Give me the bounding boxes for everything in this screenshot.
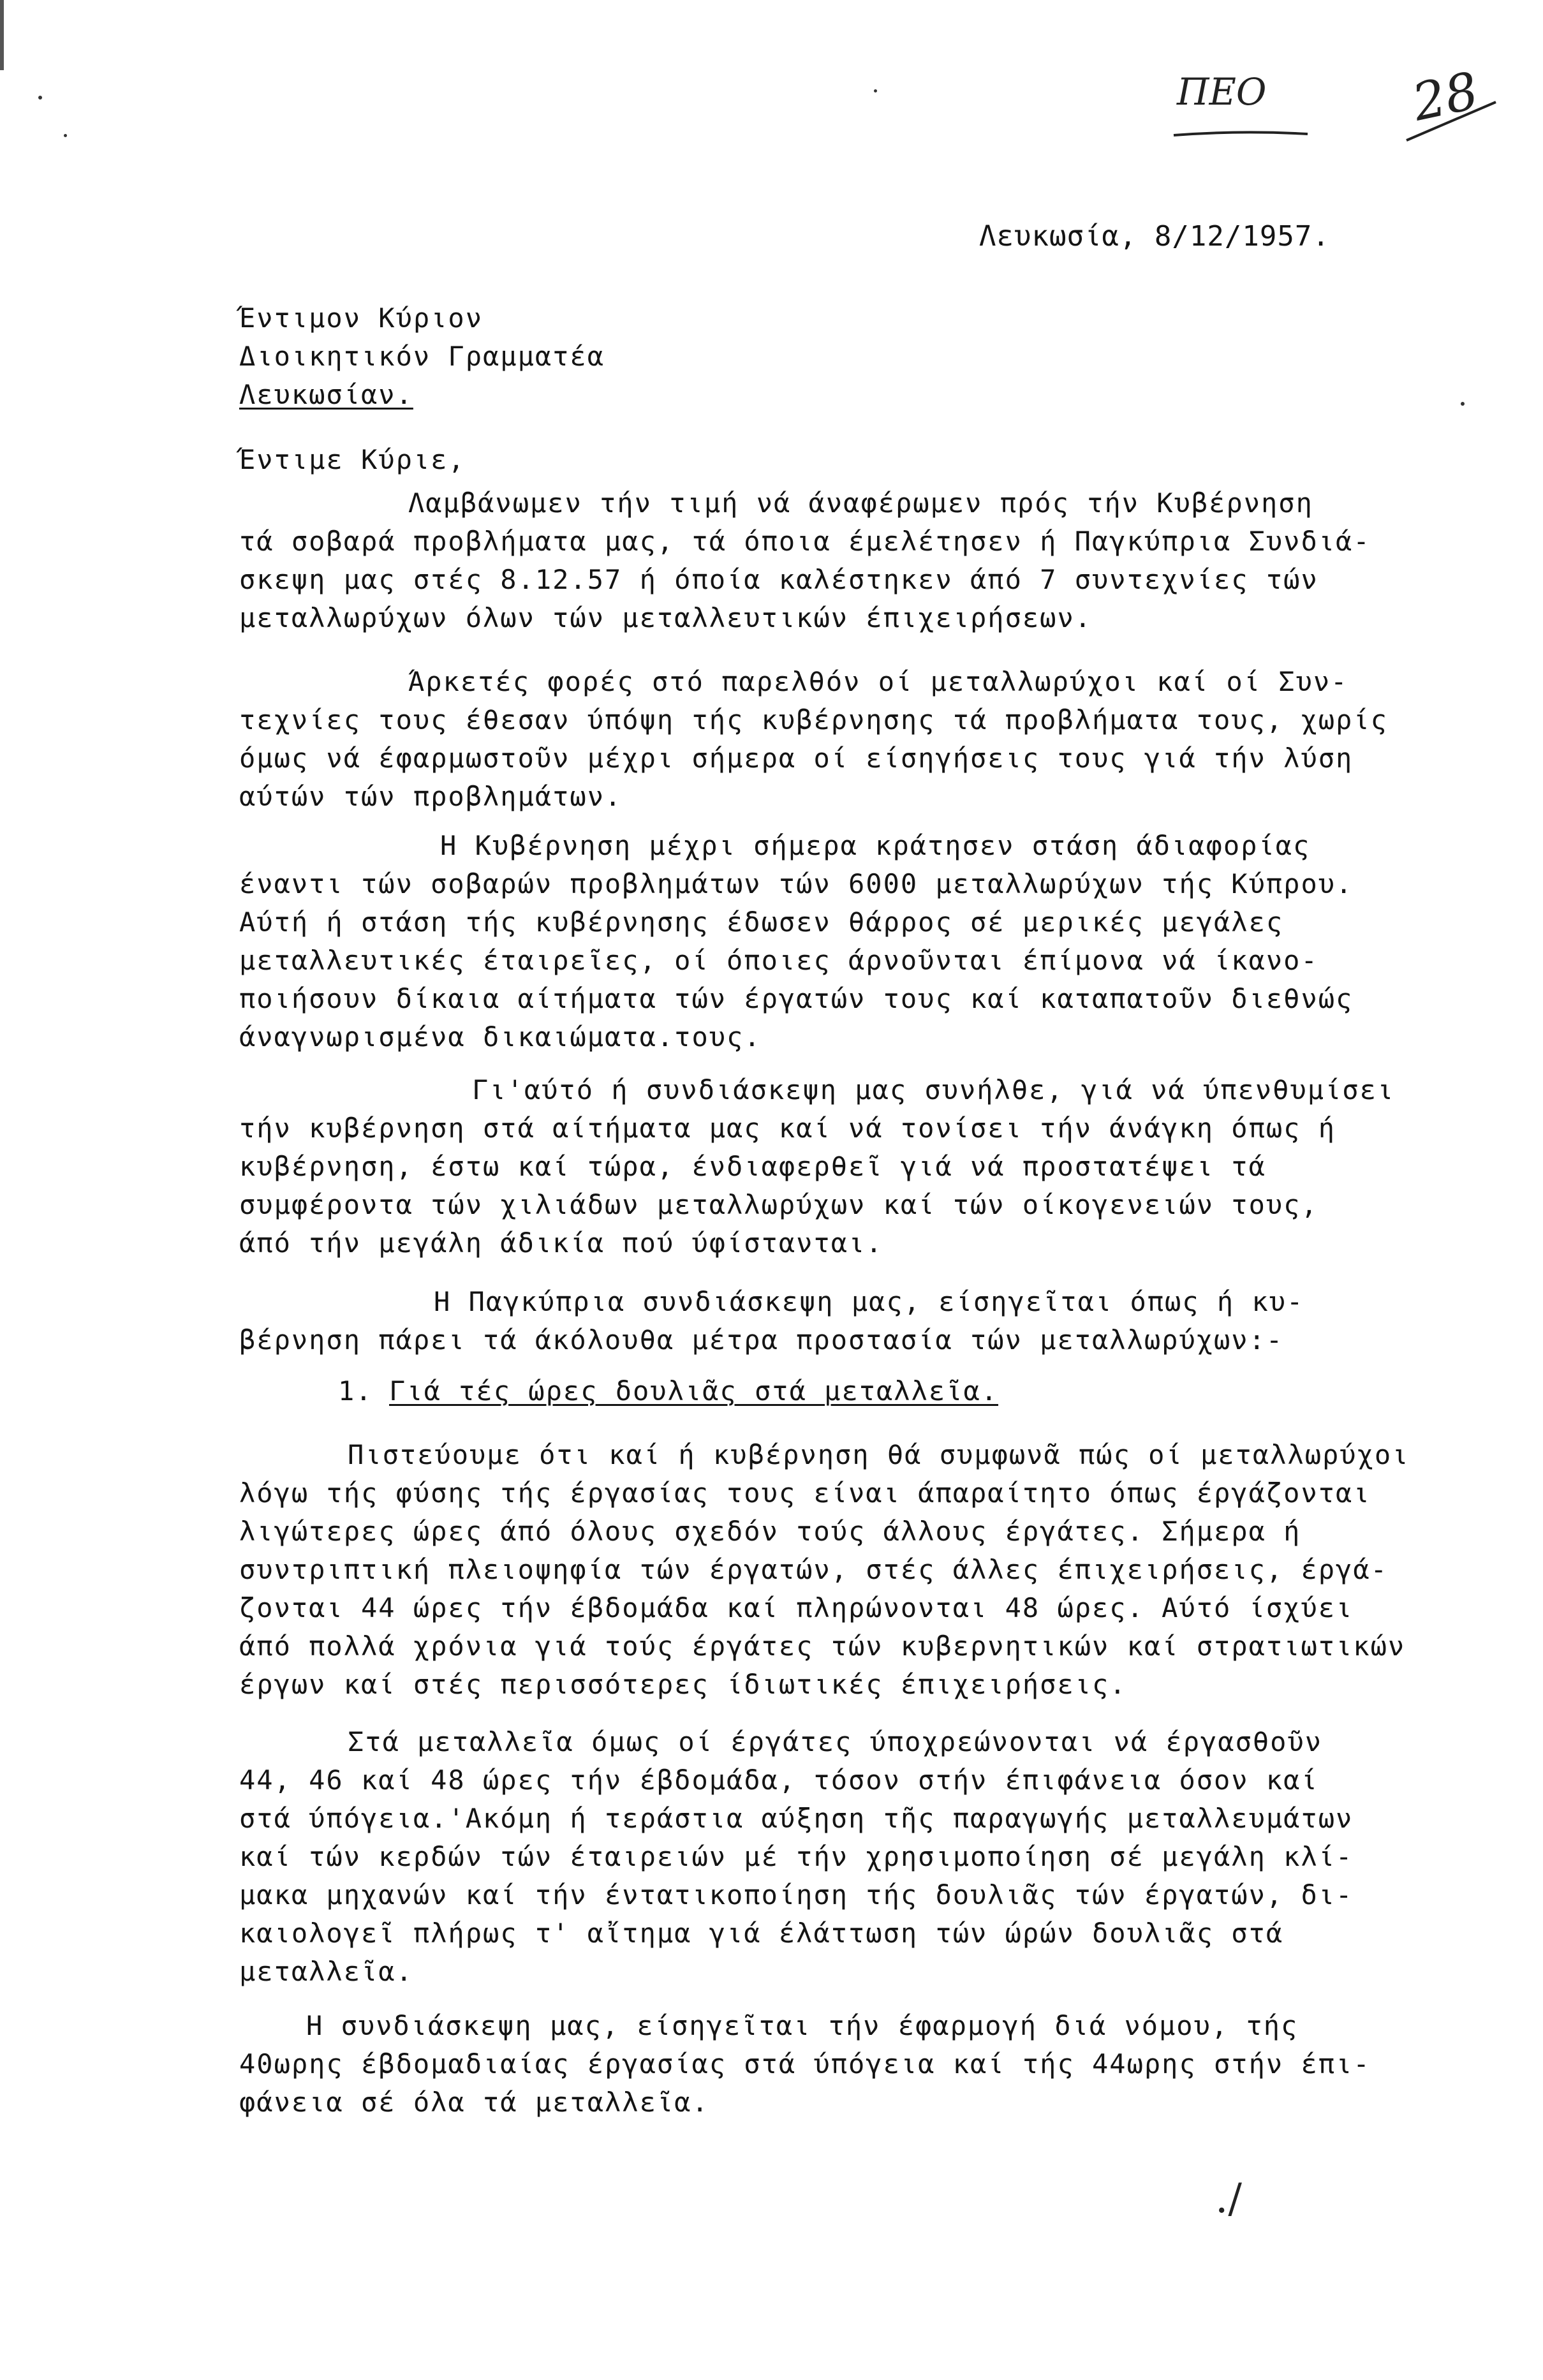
recipient-city: Λευκωσίαν. — [239, 379, 413, 410]
text-line: βέρνηση πάρει τά άκόλουθα μέτρα προστασία τών μεταλλωρύχων:- — [239, 1324, 1284, 1356]
text-line: φάνεια σέ όλα τά μεταλλεῖα. — [239, 2087, 709, 2118]
text-line: ποιήσουν δίκαια αίτήματα τών έργατών τους καί καταπατοῦν διεθνώς — [239, 983, 1354, 1014]
file-mark-underline — [1170, 128, 1311, 140]
text-line: σκεψη μας στές 8.12.57 ή όποία καλέστηκεν άπό 7 συντεχνίες τών — [239, 564, 1318, 595]
file-mark-handwritten: ΠΕΟ — [1177, 70, 1267, 114]
text-line: Πιστεύουμε ότι καί ή κυβέρνηση θά συμφωνᾶ πώς οί μεταλλωρύχοι — [348, 1439, 1410, 1470]
text-line: έναντι τών σοβαρών προβλημάτων τών 6000 μεταλλωρύχων τής Κύπρου. — [239, 868, 1354, 899]
text-line: 40ωρης έβδομαδιαίας έργασίας στά ύπόγεια καί τής 44ωρης στήν έπι- — [239, 2048, 1371, 2080]
text-line: έργων καί στές περισσότερες ίδιωτικές έπιχειρήσεις. — [239, 1669, 1127, 1700]
text-line: άπό πολλά χρόνια γιά τούς έργάτες τών κυβερνητικών καί στρατιωτικών — [239, 1630, 1406, 1662]
section-title: Γιά τές ώρες δουλιᾶς στά μεταλλεῖα. — [389, 1375, 999, 1407]
page-number-handwritten: 28 — [1407, 61, 1484, 133]
text-line: Η Κυβέρνηση μέχρι σήμερα κράτησεν στάση άδιαφορίας — [440, 830, 1311, 861]
scan-speck — [64, 134, 67, 137]
scan-speck — [1461, 402, 1465, 406]
text-line: Αύτή ή στάση τής κυβέρνησης έδωσεν θάρρος σέ μερικές μεγάλες — [239, 906, 1284, 938]
text-line: μακα μηχανών καί τήν έντατικοποίηση τής δουλιᾶς τών έργατών, δι- — [239, 1879, 1354, 1911]
text-line: κυβέρνηση, έστω καί τώρα, ένδιαφερθεῖ γιά νά προστατέψει τά — [239, 1151, 1266, 1182]
page-number-strike — [1400, 96, 1502, 147]
place-date: Λευκωσία, 8/12/1957. — [979, 220, 1330, 253]
text-line: συντριπτική πλειοψηφία τών έργατών, στές άλλες έπιχειρήσεις, έργά- — [239, 1554, 1388, 1585]
text-line: Στά μεταλλεῖα όμως οί έργάτες ύποχρεώνονται νά έργασθοῦν — [348, 1726, 1323, 1757]
text-line: μεταλλεῖα. — [239, 1956, 413, 1987]
text-line: Η Παγκύπρια συνδιάσκεψη μας, είσηγεῖται όπως ή κυ- — [434, 1286, 1304, 1317]
text-line: 44, 46 καί 48 ώρες τήν έβδομάδα, τόσον στήν έπιφάνεια όσον καί — [239, 1764, 1318, 1796]
salutation: Έντιμε Κύριε, — [239, 444, 466, 475]
section-number: 1. — [338, 1375, 373, 1407]
recipient-line: Διοικητικόν Γραμματέα — [239, 341, 605, 372]
text-line: Λαμβάνωμεν τήν τιμή νά άναφέρωμεν πρός τήν Κυβέρνηση — [408, 487, 1313, 519]
text-line: στά ύπόγεια.'Ακόμη ή τεράστια αύξηση τῆς παραγωγής μεταλλευμάτων — [239, 1803, 1354, 1834]
text-line: άναγνωρισμένα δικαιώματα.τους. — [239, 1021, 762, 1053]
text-line: συμφέροντα τών χιλιάδων μεταλλωρύχων καί τών οίκογενειών τους, — [239, 1189, 1318, 1220]
text-line: μεταλλευτικές έταιρεῖες, οί όποιες άρνοῦνται έπίμονα νά ίκανο- — [239, 945, 1318, 976]
text-line: λιγώτερες ώρες άπό όλους σχεδόν τούς άλλους έργάτες. Σήμερα ή — [239, 1516, 1301, 1547]
text-line: Η συνδιάσκεψη μας, είσηγεῖται τήν έφαρμογή διά νόμου, τής — [306, 2010, 1299, 2041]
text-line: τήν κυβέρνηση στά αίτήματα μας καί νά τονίσει τήν άνάγκη όπως ή — [239, 1112, 1336, 1144]
page-edge-mark — [0, 0, 4, 70]
text-line: ζονται 44 ώρες τήν έβδομάδα καί πληρώνονται 48 ώρες. Αύτό ίσχύει — [239, 1592, 1354, 1623]
text-line: τεχνίες τους έθεσαν ύπόψη τής κυβέρνησης τά προβλήματα τους, χωρίς — [239, 704, 1388, 735]
text-line: αύτών τών προβλημάτων. — [239, 781, 623, 812]
text-line: τά σοβαρά προβλήματα μας, τά όποια έμελέτησεν ή Παγκύπρια Συνδιά- — [239, 526, 1371, 557]
text-line: λόγω τής φύσης τής έργασίας τους είναι άπαραίτητο όπως έργάζονται — [239, 1477, 1371, 1509]
recipient-line: Έντιμον Κύριον — [239, 302, 484, 334]
text-line: μεταλλωρύχων όλων τών μεταλλευτικών έπιχειρήσεων. — [239, 602, 1093, 633]
text-line: όμως νά έφαρμωστοῦν μέχρι σήμερα οί είσηγήσεις τους γιά τήν λύση — [239, 743, 1354, 774]
text-line: Άρκετές φορές στό παρελθόν οί μεταλλωρύχοι καί οί Συν- — [408, 666, 1348, 697]
scan-speck — [38, 96, 42, 100]
text-line: Γι'αύτό ή συνδιάσκεψη μας συνήλθε, γιά νά ύπενθυμίσει — [472, 1074, 1395, 1105]
text-line: καιολογεῖ πλήρως τ' αἴτημα γιά έλάττωση τών ώρών δουλιᾶς στά — [239, 1918, 1284, 1949]
text-line: καί τών κερδών τών έταιρειών μέ τήν χρησιμοποίηση σέ μεγάλη κλί- — [239, 1841, 1354, 1872]
text-line: άπό τήν μεγάλη άδικία πού ύφίστανται. — [239, 1227, 883, 1259]
scan-speck — [874, 89, 877, 92]
continuation-mark: ./ — [1215, 2175, 1242, 2222]
